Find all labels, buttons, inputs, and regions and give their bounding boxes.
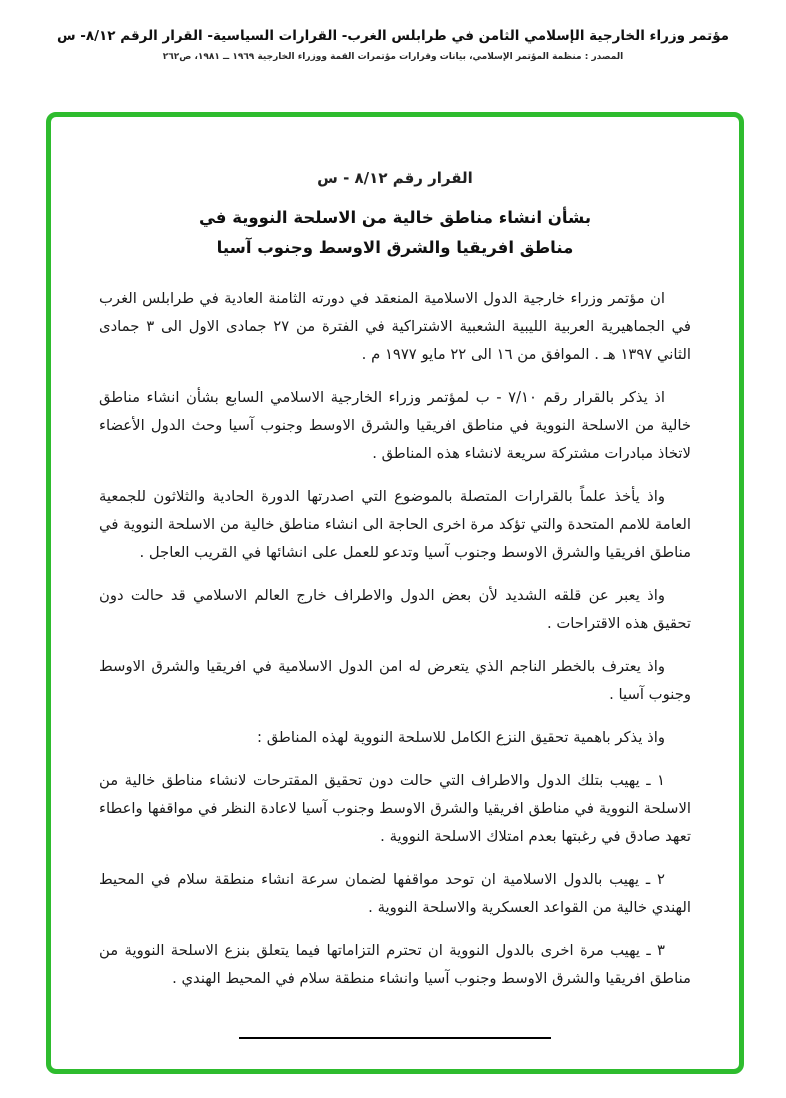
operative-paragraph-3: ٣ ـ يهيب مرة اخرى بالدول النووية ان تحترم التزاماتها فيما يتعلق بنزع الاسلحة النووية من مناطق افريقيا والشرق الاوسط وجنوب آسيا وانشاء منطقة سلام في المحيط الهندي . [99, 942, 691, 987]
paragraph-expressing-concern: واذ يعبر عن قلقه الشديد لأن بعض الدول والاطراف خارج العالم الاسلامي قد حالت دون تحقيق هذه الاقتراحات . [99, 587, 691, 632]
header-source: المصدر : منظمة المؤتمر الإسلامي، بيانات وقرارات مؤتمرات القمة ووزراء الخارجية ١٩٦٩ ــ ١٩٨١، ص٢٦٢ [162, 52, 624, 62]
operative-paragraph-1: ١ ـ يهيب بتلك الدول والاطراف التي حالت دون تحقيق المقترحات لانشاء مناطق خالية من الاسلحة النووية في مناطق افريقيا والشرق الاوسط وجنوب آسيا لاعادة النظر في مواقفها واعطاء تعهد صادق في رغبتها بعدم امتلاك الاسلحة النووية . [99, 772, 691, 845]
end-divider [239, 1037, 551, 1039]
paragraph-preamble-session: ان مؤتمر وزراء خارجية الدول الاسلامية المنعقد في دورته الثامنة العادية في طرابلس الغرب في الجماهيرية العربية الليبية الشعبية الاشتراكية في الفترة من ٢٧ جمادى الاول الى ٣ جمادى الثاني ١٣٩٧ هـ . الموافق من ١٦ الى ٢٢ مايو ١٩٧٧ م . [99, 290, 692, 363]
resolution-number: القرار رقم ٨/١٢ - س [317, 169, 473, 187]
paragraph-noting-un-resolutions: واذ يأخذ علماً بالقرارات المتصلة بالموضوع التي اصدرتها الدورة الحادية والثلاثون للجمعية العامة للامم المتحدة والتي تؤكد مرة اخرى الحاجة الى انشاء مناطق خالية من الاسلحة النووية في مناطق افريقيا والشرق الاوسط وجنوب آسيا وتدعو للعمل على انشائها في القريب العاجل . [99, 488, 691, 561]
paragraph-recognizing-danger: واذ يعترف بالخطر الناجم الذي يتعرض له امن الدول الاسلامية في افريقيا والشرق الاوسط وجنوب آسيا . [99, 658, 691, 703]
header-title: مؤتمر وزراء الخارجية الإسلامي الثامن في طرابلس الغرب- القرارات السياسية- القرار الرقم ٨/١٢- س [56, 28, 730, 44]
paragraph-recalling-resolution: اذ يذكر بالقرار رقم ٧/١٠ - ب لمؤتمر وزراء الخارجية الاسلامي السابع بشأن انشاء مناطق خالية من الاسلحة النووية في مناطق افريقيا والشرق الاوسط وجنوب آسيا وحث الدول الأعضاء لاتخاذ مبادرات مشتركة سريعة لانشاء هذه المناطق . [99, 389, 691, 462]
paragraph-recalling-importance: واذ يذكر باهمية تحقيق النزع الكامل للاسلحة النووية لهذه المناطق : [257, 729, 665, 746]
scan-frame [46, 112, 744, 1074]
document-header [0, 28, 786, 62]
operative-paragraph-2: ٢ ـ يهيب بالدول الاسلامية ان توحد مواقفها لضمان سرعة انشاء منطقة سلام في المحيط الهندي خالية من القواعد العسكرية والاسلحة النووية . [99, 871, 691, 916]
resolution-subject-line1: بشأن انشاء مناطق خالية من الاسلحة النووية في [198, 208, 592, 227]
resolution-subject-line2: مناطق افريقيا والشرق الاوسط وجنوب آسيا [216, 238, 574, 257]
resolution-body [51, 117, 739, 1039]
